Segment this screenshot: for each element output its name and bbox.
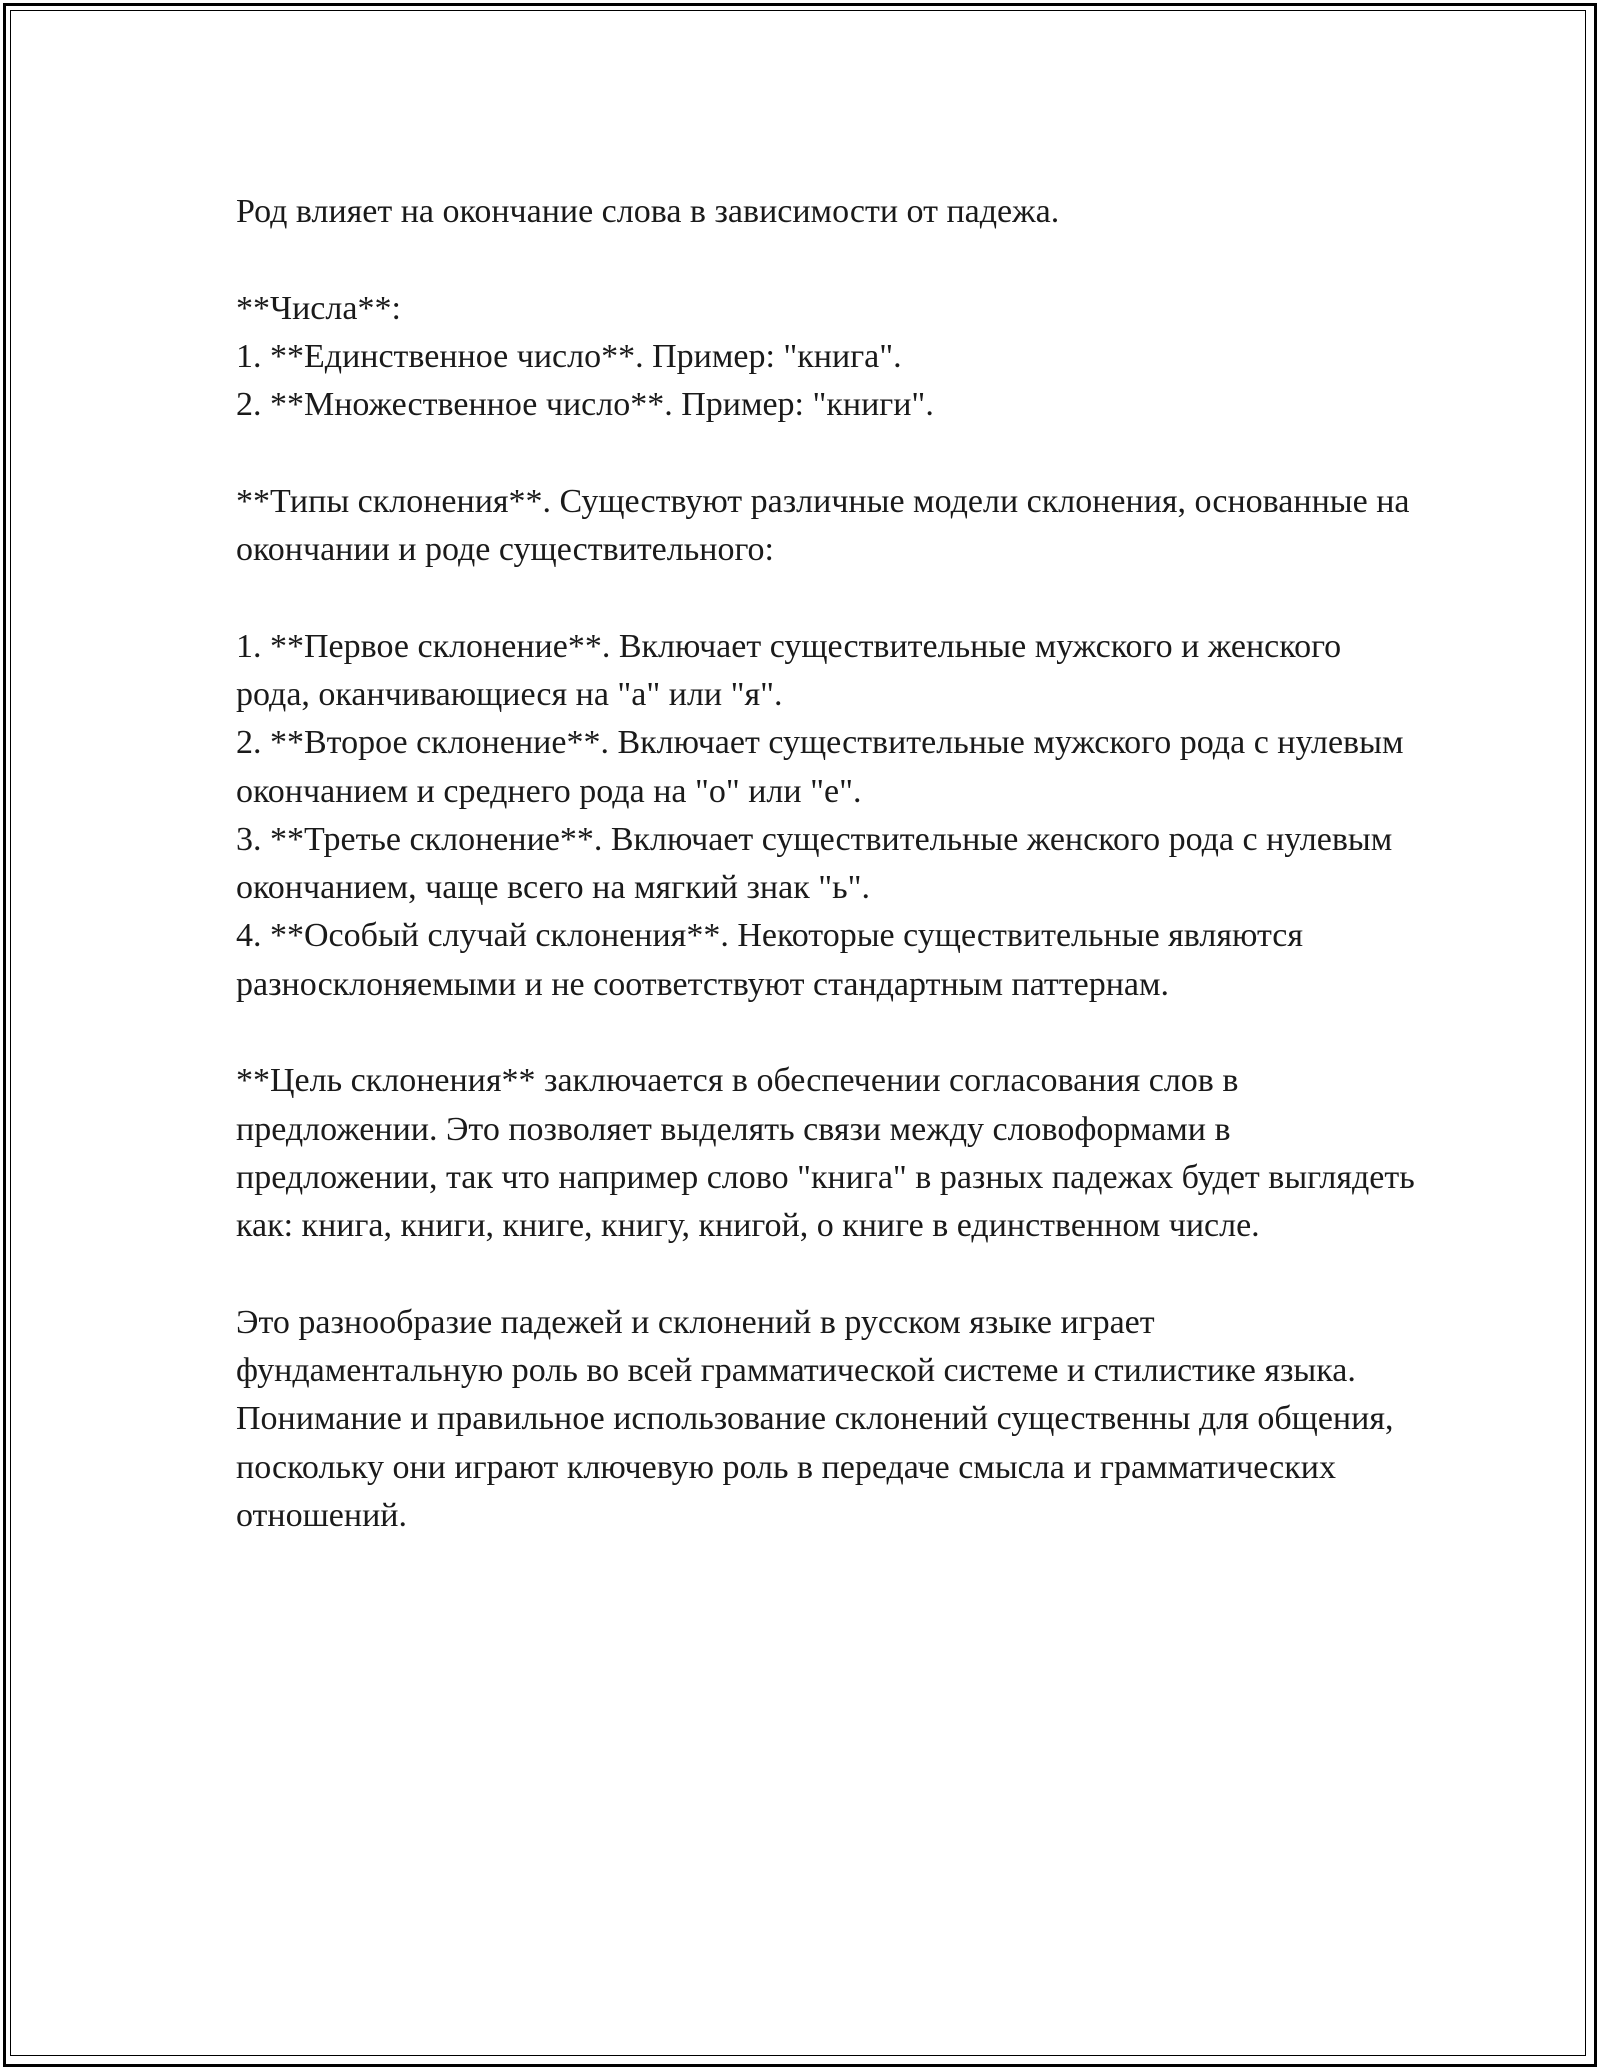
declension-item-second: 2. **Второе склонение**. Включает существительные мужского рода с нулевым окончанием и среднего рода на "о" или "е".	[236, 724, 1412, 810]
conclusion-paragraph: Это разнообразие падежей и склонений в русском языке играет фундаментальную роль во всей грамматической системе и стилистике языка. Понимание и правильное использование склонений существенны для общения, поскольку они играют ключевую роль в передаче смысла и грамматических отношений.	[236, 1303, 1402, 1535]
declension-item-third: 3. **Третье склонение**. Включает существительные женского рода с нулевым окончанием, чаще всего на мягкий знак "ь".	[236, 820, 1401, 907]
declension-item-special: 4. **Особый случай склонения**. Некоторые существительные являются разносклоняемыми и не соответствуют стандартным паттернам.	[236, 917, 1312, 1003]
document-body	[236, 188, 1424, 1540]
paragraph-gap	[236, 1251, 1416, 1299]
numbers-item-plural: 2. **Множественное число**. Пример: "книги".	[236, 386, 934, 424]
numbers-heading: **Числа**:	[236, 289, 401, 327]
numbers-item-singular: 1. **Единственное число**. Пример: "книга".	[236, 337, 902, 375]
declension-types-heading: **Типы склонения**. Существуют различные модели склонения, основанные на окончании и роде существительного:	[236, 482, 1418, 569]
purpose-paragraph: **Цель склонения** заключается в обеспечении согласования слов в предложении. Это позволяет выделять связи между словоформами в предложении, так что например слово "книга" в разных падежах будет выглядеть как: книга, книги, книге, книгу, книгой, о книге в единственном числе.	[236, 1062, 1424, 1245]
paragraph-gap	[236, 1009, 1416, 1057]
paragraph-gap	[236, 429, 1416, 477]
paragraph-gap	[236, 574, 1416, 622]
declension-item-first: 1. **Первое склонение**. Включает существительные мужского и женского рода, оканчивающиеся на "а" или "я".	[236, 627, 1350, 713]
intro-paragraph: Род влияет на окончание слова в зависимости от падежа.	[236, 193, 1060, 230]
paragraph-gap	[236, 236, 1416, 284]
